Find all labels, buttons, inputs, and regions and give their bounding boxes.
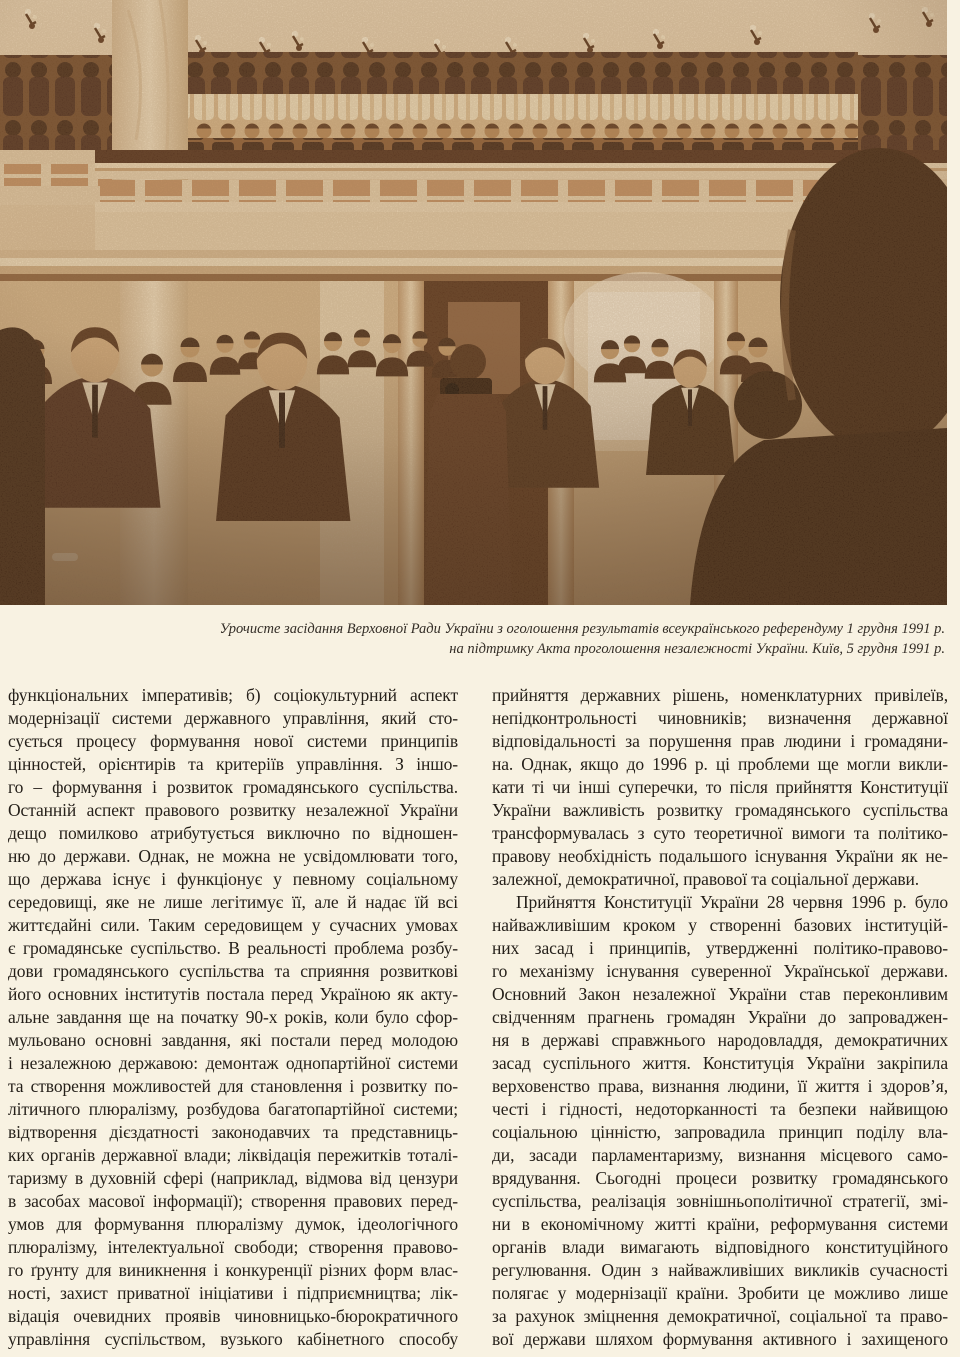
photo-figure (0, 0, 947, 605)
text-line: таризму в духовній сфері (наприклад, відмова від цензури (8, 1168, 458, 1188)
text-line: в засобах масової інформації); створення правових перед- (8, 1191, 458, 1211)
text-line: плюралізму, інтелектуальної свободи; створення правово- (8, 1237, 458, 1257)
text-line: України важливість розвитку громадянського суспільства (492, 800, 948, 820)
text-line: його основних інститутів постала перед Україною як акту- (8, 984, 458, 1004)
text-line: відація очевидних проявів чиновницько-бюрократичного (8, 1306, 458, 1326)
text-line: верховенство права, визнання людини, її життя і здоров’я, (492, 1076, 948, 1096)
text-line: го ґрунту для виникнення і конкуренції різних форм влас- (8, 1260, 458, 1280)
text-line: є громадянське суспільство. В реальності проблема розбу- (8, 938, 458, 958)
text-line: дови громадянського суспільства та сприяння розвиткові (8, 961, 458, 981)
text-line: полягає у модернізації країни. Зробити це можливо лише (492, 1283, 948, 1303)
text-line: і незалежною державою: демонтаж однопартійної системи (8, 1053, 458, 1073)
text-column-right (492, 684, 948, 1351)
text-line: го механізму існування суверенної Української держави. (492, 961, 948, 981)
text-line: цінностей, орієнтирів та критеріїв управління. З іншо- (8, 754, 458, 774)
text-line: середовищі, яке не лише легітимує її, але й надає їй всі (8, 892, 458, 912)
text-line: сується процесу формування нової системи принципів (8, 731, 458, 751)
text-line: Останній аспект правового розвитку незалежної України (8, 800, 458, 820)
text-line: мульовано основні завдання, які постали перед молодою (8, 1030, 458, 1050)
text-line: за рахунок зміцнення демократичної, соціальної та право- (492, 1306, 948, 1326)
body-text (8, 684, 948, 1351)
caption-line-2: на підтримку Акта проголошення незалежності України. Київ, 5 грудня 1991 р. (449, 641, 945, 657)
text-line: честі і гідності, недоторканності та безпеки найвищою (492, 1099, 948, 1119)
text-line: відтворення дієздатності законодавчих та представниць- (8, 1122, 458, 1142)
text-line: Основний Закон незалежної України став переконливим (492, 984, 948, 1004)
text-column-left (8, 684, 458, 1351)
text-line: функціональних імперативів; б) соціокультурний аспект (8, 685, 458, 705)
text-line: залежної, демократичної, правової та соціальної держави. (492, 869, 920, 889)
text-line: умов для формування плюралізму думок, ідеологічного (8, 1214, 458, 1234)
text-line: відповідальності за порушення прав людини і громадяни- (492, 731, 948, 751)
text-line: вої держави шляхом формування активного і захищеного (492, 1329, 948, 1349)
text-line: органів влади вимагають відповідного конституційного (492, 1237, 948, 1257)
text-line: модернізації системи державного управління, який сто- (8, 708, 458, 728)
text-line: ню до держави. Однак, не можна не усвідомлювати того, (8, 846, 458, 866)
text-line: засад суспільного життя. Конституція України закріпила (492, 1053, 948, 1073)
text-line: життєдайні сили. Таким середовищем у сучасних умовах (8, 915, 458, 935)
text-line: ності, захист приватної ініціативи і підприємництва; лік- (8, 1283, 458, 1303)
text-line: дещо помилково атрибутується виключно по відношен- (8, 823, 458, 843)
text-line: го – формування і розвиток громадянського суспільства. (8, 777, 458, 797)
text-line: суспільства, реалізація зовнішньополітичної стратегії, змі- (492, 1191, 948, 1211)
text-line: правову необхідність подальшого існування України як не- (492, 846, 948, 866)
text-line: соціальною цінністю, запровадила принцип поділу вла- (492, 1122, 948, 1142)
text-line: ди, засади парламентаризму, визнання місцевого само- (492, 1145, 948, 1165)
text-line: літичного плюралізму, розбудова багатопартійної системи; (8, 1099, 458, 1119)
text-line: Прийняття Конституції України 28 червня 1996 р. було (516, 892, 948, 912)
photo-grain (0, 0, 947, 605)
text-line: на. Однак, якщо до 1996 р. ці проблеми ще могли викли- (492, 754, 948, 774)
text-line: трансформувалась з суто теоретичної вимоги та політико- (492, 823, 948, 843)
text-line: що держава існує і функціонує у певному соціальному (8, 869, 458, 889)
text-line: найважливішим кроком у створенні базових інституцій- (492, 915, 948, 935)
text-line: ни в економічному житті країни, реформування системи (492, 1214, 948, 1234)
text-line: регулювання. Один з найважливіших викликів сучасності (492, 1260, 948, 1280)
text-line: альне завдання ще на початку 90-х років, коли було сфор- (8, 1007, 458, 1027)
text-line: них засад і принципів, утвердженні політико-правово- (492, 938, 948, 958)
text-line: врядування. Сьогодні процеси розвитку громадянського (492, 1168, 948, 1188)
text-line: кати ті чи інші суперечки, то після прийняття Конституції (492, 777, 948, 797)
assembly-hall-photo (0, 0, 947, 605)
text-line: непідконтрольності чиновників; визначення державної (492, 708, 948, 728)
text-line: та створення можливостей для становлення і розвитку по- (8, 1076, 458, 1096)
text-line: прийняття державних рішень, номенклатурних привілеїв, (492, 685, 948, 705)
caption-line-1: Урочисте засідання Верховної Ради України з оголошення результатів всеукраїнського референдуму 1 грудня 1991 р. (219, 621, 945, 637)
text-line: ня в державі справжнього народовладдя, демократичних (492, 1030, 948, 1050)
text-line: управління суспільством, вузького кабінетного способу (8, 1329, 458, 1349)
photo-caption (0, 619, 945, 659)
text-line: свідченням прагнень громадян України до запроваджен- (492, 1007, 948, 1027)
text-line: ких органів державної влади; ліквідація пережитків тоталі- (8, 1145, 458, 1165)
